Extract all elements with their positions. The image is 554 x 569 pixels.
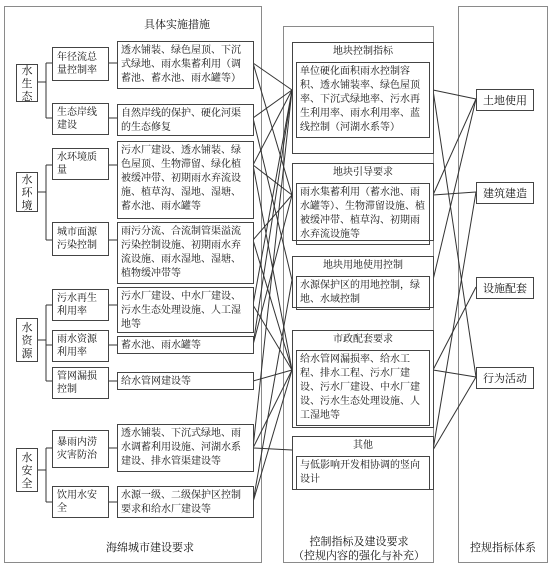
- index-behavior-activity: 行为活动: [476, 367, 534, 389]
- control-other-body: 与低影响开发相协调的竖向设计: [296, 456, 430, 490]
- measure-leakage-control: 给水管网建设等: [117, 372, 254, 390]
- index-land-use: 土地使用: [476, 89, 534, 111]
- right-panel-footer: 控规指标体系: [470, 541, 536, 554]
- indicator-water-quality: 水环境质量: [52, 148, 109, 180]
- index-facility-support: 设施配套: [476, 277, 534, 299]
- category-water-ecology: 水生态: [16, 64, 38, 102]
- indicator-drinking-water-safety: 饮用水安全: [52, 486, 109, 518]
- indicator-nonpoint-pollution: 城市面源污染控制: [52, 222, 109, 256]
- measure-wastewater-reuse: 污水厂建设、中水厂建设、污水生态处理设施、人工湿地等: [117, 287, 254, 333]
- control-parcel-indicators-title: 地块控制指标: [333, 46, 393, 57]
- indicator-leakage-control: 管网漏损控制: [52, 367, 109, 399]
- control-parcel-guidance-body: 雨水集蓄利用（蓄水池、雨水罐等）、生物滞留设施、植被缓冲带、植草沟、初期雨水弃流设施等: [296, 183, 430, 245]
- measure-water-quality: 污水厂建设、透水铺装、绿色屋顶、生物滞留、绿化植被缓冲带、初期雨水弃流设施、植草沟、湿地、湿塘、蓄水池、雨水罐等: [117, 141, 254, 219]
- control-parcel-guidance-title: 地块引导要求: [333, 167, 393, 178]
- control-land-use: [292, 256, 434, 308]
- control-municipal-requirements: [292, 330, 434, 428]
- indicator-rainwater-use: 雨水资源利用率: [52, 330, 109, 362]
- measure-rainwater-use: 蓄水池、雨水罐等: [117, 336, 254, 354]
- left-panel-footer: 海绵城市建设要求: [106, 541, 194, 554]
- measure-runoff-control: 透水铺装、绿色屋顶、下沉式绿地、雨水集蓄利用（调蓄池、蓄水池、雨水罐等）: [117, 41, 254, 89]
- measure-nonpoint-pollution: 雨污分流、合流制管渠溢流污染控制设施、初期雨水弃流设施、雨水湿地、湿塘、植物缓冲带等: [117, 222, 254, 284]
- indicator-wastewater-reuse: 污水再生利用率: [52, 289, 109, 321]
- control-municipal-requirements-body: 给水管网漏损率、给水工程、排水工程、污水厂建设、污水厂建设、中水厂建设、污水生态处理设施、人工湿地等: [296, 350, 430, 426]
- control-parcel-indicators: [292, 42, 434, 154]
- control-parcel-guidance: [292, 163, 434, 241]
- measure-drinking-water-safety: 水源一级、二级保护区控制要求和给水厂建设等: [117, 486, 254, 518]
- control-other: [292, 436, 434, 490]
- indicator-ecological-shoreline: 生态岸线建设: [52, 103, 109, 135]
- index-building-construction: 建筑建造: [476, 182, 534, 204]
- left-panel-header: 具体实施措施: [144, 18, 210, 31]
- control-other-title: 其他: [353, 440, 373, 451]
- middle-panel-footer: 控制指标及建设要求 （控规内容的强化与补充）: [293, 535, 425, 562]
- indicator-waterlogging-prevention: 暴雨内涝灾害防治: [52, 430, 109, 468]
- indicator-runoff-control: 年径流总量控制率: [52, 47, 109, 81]
- control-land-use-body: 水源保护区的用地控制，绿地、水域控制: [296, 276, 430, 310]
- control-municipal-requirements-title: 市政配套要求: [333, 334, 393, 345]
- category-water-safety: 水安全: [16, 448, 38, 492]
- control-land-use-title: 地块用地使用控制: [323, 260, 403, 271]
- category-water-environment: 水环境: [16, 172, 38, 212]
- measure-ecological-shoreline: 自然岸线的保护、硬化河渠的生态修复: [117, 104, 254, 136]
- control-parcel-indicators-body: 单位硬化面积雨水控制容积、透水铺装率、绿色屋顶率、下沉式绿地率、污水再生利用率、雨水利用率、蓝线控制（河湖水系等）: [296, 62, 430, 138]
- category-water-resources: 水资源: [16, 318, 38, 362]
- measure-waterlogging-prevention: 透水铺装、下沉式绿地、雨水调蓄利用设施、河湖水系建设、排水管渠建设等: [117, 424, 254, 472]
